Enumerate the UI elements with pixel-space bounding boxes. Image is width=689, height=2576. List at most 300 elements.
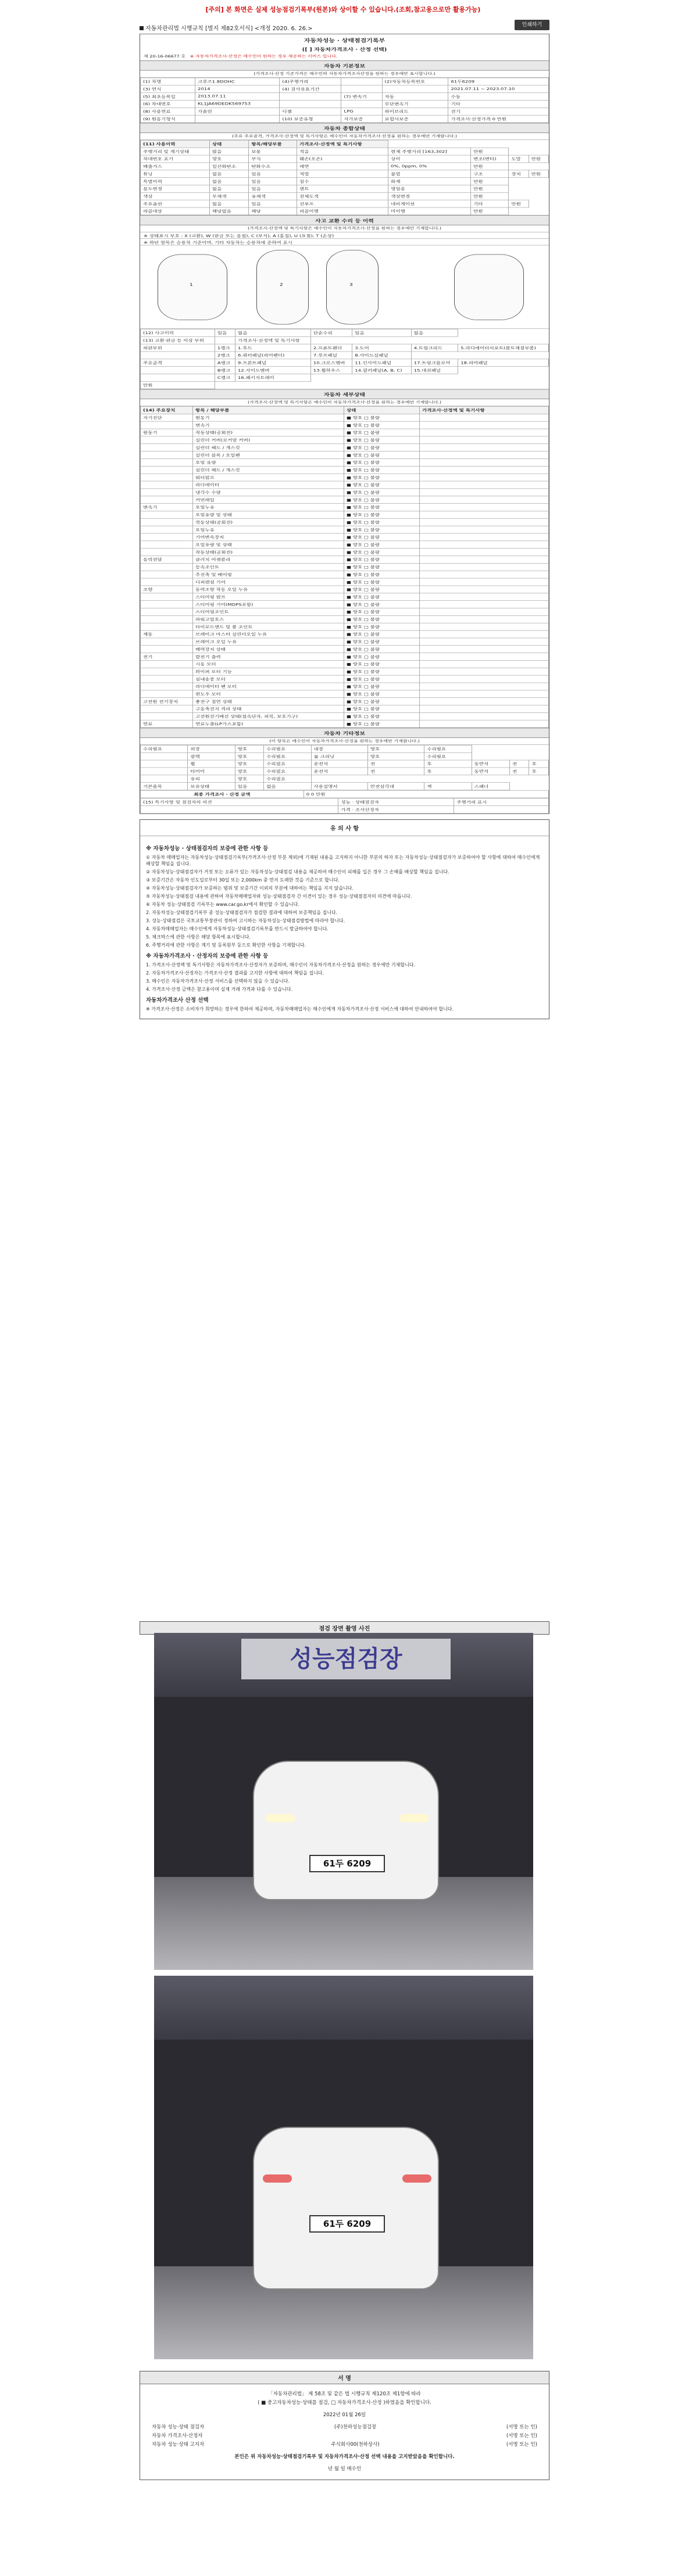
notes-1b-item: 5. 체크박스에 관한 사항은 해당 항목에 표시합니다. <box>146 934 251 940</box>
detail-header-cell: 항목 / 해당부품 <box>193 406 344 414</box>
detail-row <box>141 496 549 504</box>
status-bad-checkbox: □ 불량 <box>363 543 380 547</box>
detail-group-cell <box>141 683 193 690</box>
notes-1-item: ⑤ 자동차성능·상태점검 내용에 관하여 자동차매매업자와 성능·상태점검자 간 이견이 있는 경우 성능·상태점검자의 의견에 따릅니다. <box>146 894 412 899</box>
basic-cell: (6) 차대번호 <box>141 101 195 108</box>
overall-cell: 만원 <box>471 178 509 185</box>
overall-cell: 만원 <box>471 207 509 215</box>
accident-cell: 주요골격 <box>141 359 215 367</box>
overall-cell: 네비게이션 <box>388 200 471 207</box>
detail-item-cell: 실내송풍 모터 <box>193 675 344 683</box>
car-label-front: 1 <box>190 282 193 288</box>
overall-cell: 주요옵션 <box>141 200 210 207</box>
detail-status-cell <box>344 474 420 481</box>
status-bad-checkbox: □ 불량 <box>363 617 380 622</box>
detail-status-cell <box>344 481 420 489</box>
status-bad-checkbox: □ 불량 <box>363 423 380 428</box>
overall-row <box>141 155 549 163</box>
accident-cell: 10.크로스멤버 <box>310 359 352 367</box>
footer-cell: 성능 · 상태점검자 <box>338 798 454 806</box>
basic-cell: 2021.07.11 ~ 2023.07.10 <box>448 85 549 93</box>
dealer-sign: (서명 또는 인) <box>506 2442 537 2448</box>
detail-note-cell <box>420 526 549 533</box>
detail-status-cell <box>344 623 420 630</box>
etc-cell: 양호 <box>367 753 424 760</box>
detail-item-cell: 클러치 어셈블리 <box>193 556 344 564</box>
basic-cell: 가솔린 <box>195 108 280 115</box>
detail-group-cell: 변속기 <box>141 504 193 511</box>
status-good-checkbox: ■ 양호 <box>347 528 364 533</box>
detail-status-cell <box>344 571 420 578</box>
detail-status-cell <box>344 511 420 518</box>
detail-note-cell <box>420 444 549 452</box>
detail-header-cell: 상태 <box>344 406 420 414</box>
detail-row <box>141 563 549 571</box>
status-bad-checkbox: □ 불량 <box>363 490 380 495</box>
accident-cell <box>141 374 215 382</box>
status-good-checkbox: ■ 양호 <box>347 557 364 563</box>
etc-cell: 운전석 <box>311 760 367 768</box>
status-good-checkbox: ■ 양호 <box>347 685 364 689</box>
basic-cell: 기타 <box>448 101 549 108</box>
basic-cell: 가격조사·산정가격 0 만원 <box>448 115 549 123</box>
notes-2-item: 1. 가격조사·산정액 및 특기사항은 자동차가격조사·산정자가 보증하며, 매수인이 자동차가격조사·산정을 원하는 경우에만 기재합니다. <box>146 962 416 968</box>
basic-cell: 전기 <box>448 108 549 115</box>
detail-row <box>141 436 549 444</box>
detail-group-cell <box>141 593 193 601</box>
detail-note-cell <box>420 630 549 638</box>
detail-group-cell <box>141 511 193 518</box>
detail-row <box>141 481 549 489</box>
overall-cell: 도말 <box>509 155 529 163</box>
detail-note-cell <box>420 571 549 578</box>
status-good-checkbox: ■ 양호 <box>347 475 364 481</box>
detail-row <box>141 683 549 690</box>
accident-row <box>141 344 549 352</box>
detail-note-cell <box>420 541 549 549</box>
etc-note: (이 항목은 매수인이 자동차가격조사·산정을 원하는 경우에만 기재합니다.) <box>140 738 549 745</box>
etc-cell: 양호 <box>235 753 263 760</box>
detail-group-cell <box>141 481 193 489</box>
notes-1b-item: 6. 주행거리에 관한 사항은 계기 및 등록원부 등으로 확인한 사항을 기재합니다. <box>146 943 306 948</box>
detail-item-cell: 오일누유 <box>193 526 344 533</box>
detail-header-cell: (14) 주요장치 <box>141 406 193 414</box>
detail-row <box>141 712 549 720</box>
accident-cell: 9.프론트패널 <box>235 359 311 367</box>
detail-item-cell: 오일 유량 <box>193 458 344 466</box>
status-bad-checkbox: □ 불량 <box>363 446 380 450</box>
detail-group-cell: 제동 <box>141 630 193 638</box>
notes-2-item: 4. 가격조사·산정 금액은 참고용이며 실제 거래 가격과 다를 수 있습니다. <box>146 987 292 992</box>
detail-note-cell <box>420 615 549 623</box>
detail-note-cell <box>420 458 549 466</box>
car-rear-image <box>253 2127 439 2290</box>
overall-cell: 해당 <box>249 207 297 215</box>
etc-cell: 휠 <box>188 760 235 768</box>
etc-cell: 수리필요 <box>264 760 311 768</box>
etc-row <box>141 760 549 768</box>
disclaimer-notice: [주의] 본 화면은 실제 성능점검기록부(원본)와 상이할 수 있습니다.(조회,참고용으로만 활용가능) <box>205 6 481 13</box>
overall-cell: 무채색 <box>209 192 248 200</box>
basic-cell: (4) 검사유효기간 <box>280 85 341 93</box>
accident-cell: 15.대쉬패널 <box>411 367 458 374</box>
detail-status-cell <box>344 705 420 713</box>
status-good-checkbox: ■ 양호 <box>347 692 364 697</box>
basic-cell: 자동 <box>382 93 448 101</box>
overall-cell: 영업용 <box>388 185 471 192</box>
detail-group-cell <box>141 444 193 452</box>
detail-item-cell: 구동축전지 격리 상태 <box>193 705 344 713</box>
detail-row <box>141 675 549 683</box>
overall-cell: 구조 <box>471 170 509 178</box>
overall-row <box>141 200 549 207</box>
detail-status-cell <box>344 518 420 526</box>
etc-cell: 수리필요 <box>424 753 472 760</box>
notes-1b-item: 3. 성능·상태점검은 국토교통부장관이 정하여 고시하는 자동차성능·상태점검방법에 따라야 합니다. <box>146 918 345 923</box>
notes-2-item: 3. 매수인은 자동차가격조사·산정 서비스를 선택하지 않을 수 있습니다. <box>146 979 290 984</box>
overall-cell: 없음 <box>209 200 248 207</box>
document-title: 자동차성능 · 상태점검기록부 <box>304 37 385 44</box>
etc-cell: 스패너 <box>472 783 509 790</box>
status-good-checkbox: ■ 양호 <box>347 603 364 607</box>
detail-note-cell <box>420 533 549 541</box>
detail-note-cell <box>420 601 549 608</box>
detail-note-cell <box>420 578 549 586</box>
basic-row <box>141 93 549 101</box>
detail-row <box>141 421 549 429</box>
etc-cell: 양호 <box>235 760 263 768</box>
detail-group-cell <box>141 452 193 459</box>
overall-cell: 튜닝 <box>141 170 210 178</box>
detail-item-cell: 동력조향 작동 오일 누유 <box>193 586 344 593</box>
accident-row <box>141 374 549 382</box>
status-good-checkbox: ■ 양호 <box>347 677 364 682</box>
detail-item-cell: 작동상태(공회전) <box>193 549 344 556</box>
basic-cell: (10) 보증유형 <box>280 115 341 123</box>
rear-license-plate: 61두 6209 <box>309 2215 385 2233</box>
detail-row <box>141 690 549 698</box>
status-good-checkbox: ■ 양호 <box>347 453 364 458</box>
overall-cell: 만원 <box>471 148 509 155</box>
etc-cell: 전 <box>510 768 529 775</box>
overall-cell: 전체도색 <box>297 192 388 200</box>
overall-cell: 색상 <box>141 192 210 200</box>
basic-cell: (2)자동차등록번호 <box>382 78 448 85</box>
basic-row <box>141 108 549 115</box>
detail-group-cell <box>141 549 193 556</box>
status-bad-checkbox: □ 불량 <box>363 468 380 473</box>
detail-group-cell: 동력전달 <box>141 556 193 564</box>
detail-item-cell: 라디에이터 <box>193 481 344 489</box>
detail-row <box>141 466 549 474</box>
etc-row <box>141 745 549 753</box>
status-bad-checkbox: □ 불량 <box>363 722 380 727</box>
detail-status-cell <box>344 578 420 586</box>
detail-group-cell <box>141 675 193 683</box>
overall-cell: 리콜이행 <box>297 207 388 215</box>
etc-cell: 외장 <box>188 745 235 753</box>
basic-cell: (1) 차명 <box>141 78 195 85</box>
footer-cell: 주행거리 표시 <box>454 798 549 806</box>
overall-cell: 만원 <box>471 192 509 200</box>
accident-cell: 없음 <box>235 329 311 336</box>
accident-cell <box>215 336 235 344</box>
photos-heading: 점검 장면 촬영 사진 <box>140 1621 549 1635</box>
status-bad-checkbox: □ 불량 <box>363 587 380 592</box>
detail-status-cell <box>344 421 420 429</box>
detail-note-cell <box>420 556 549 564</box>
accident-legend-2: ※ 하단 항목은 승용차 기준이며, 기타 자동차는 승용차에 준하여 표시 <box>140 239 549 245</box>
status-bad-checkbox: □ 불량 <box>363 640 380 644</box>
detail-note-cell <box>420 466 549 474</box>
detail-row <box>141 474 549 481</box>
status-good-checkbox: ■ 양호 <box>347 460 364 465</box>
detail-group-cell <box>141 526 193 533</box>
detail-item-cell: 변속기 <box>193 421 344 429</box>
status-bad-checkbox: □ 불량 <box>363 528 380 533</box>
basic-cell: (7) 변속기 <box>341 93 382 101</box>
detail-status-cell <box>344 549 420 556</box>
notes-section-3-text: ※ 가격조사·산정은 소비자가 희망하는 경우에 한하여 제공하며, 자동차매매업자는 매수인에게 자동차가격조사·산정 서비스에 대하여 안내하여야 합니다. <box>146 1006 454 1012</box>
signature-text-4: 년 월 일 매수인 <box>327 2466 362 2472</box>
accident-cell: 외판부위 <box>141 344 215 352</box>
basic-cell: (4)주행거리 <box>280 78 341 85</box>
basic-cell: 2014 <box>195 85 280 93</box>
detail-row <box>141 615 549 623</box>
notes-1-item: ② 자동차성능·상태점검자가 거짓 또는 오류가 있는 자동차성능·상태점검 내용을 제공하여 매수인이 피해를 입은 경우 그 손해를 배상할 책임을 집니다. <box>146 869 449 875</box>
detail-row <box>141 444 549 452</box>
overall-row <box>141 192 549 200</box>
etc-cell: 동반석 <box>472 768 509 775</box>
law-reference <box>140 23 313 32</box>
status-bad-checkbox: □ 불량 <box>363 498 380 503</box>
basic-cell <box>280 93 341 101</box>
detail-item-cell: 연료누출(LP가스포함) <box>193 720 344 728</box>
dealer-label: 자동차 성능·상태 고지자 <box>152 2442 205 2448</box>
detail-item-cell: 실린더 헤드 / 개스킷 <box>193 444 344 452</box>
etc-cell: 후 <box>424 760 472 768</box>
basic-cell: 자가보증 <box>341 115 382 123</box>
detail-item-cell: 기어변속장치 <box>193 533 344 541</box>
notes-section-2-title: ※ 자동차가격조사 · 산정자의 보증에 관한 사항 등 <box>146 953 269 959</box>
detail-status-cell <box>344 668 420 675</box>
overall-cell: 훼손(오손) <box>297 155 388 163</box>
detail-status-cell <box>344 608 420 615</box>
status-good-checkbox: ■ 양호 <box>347 580 364 585</box>
detail-group-cell <box>141 571 193 578</box>
etc-cell: 수리필요 <box>264 753 311 760</box>
accident-total-cell: 만원 <box>141 381 215 389</box>
accident-legend: ※ 상태표시 부호 : X (교환), W (판금 또는 용접), C (부식), A (흠집), U (요철), T (손상) <box>140 232 549 239</box>
accident-cell: 4.트렁크리드 <box>411 344 458 352</box>
overall-cell: 없음 <box>209 178 248 185</box>
status-bad-checkbox: □ 불량 <box>363 438 380 443</box>
status-bad-checkbox: □ 불량 <box>363 707 380 712</box>
accident-cell: 13.휠하우스 <box>310 367 352 374</box>
etc-cell: 전 <box>367 760 424 768</box>
accident-cell: 5.라디에이터서포트(볼트체결부품) <box>458 344 549 352</box>
detail-note-cell <box>420 481 549 489</box>
detail-note-cell <box>420 675 549 683</box>
etc-cell: 운전석 <box>311 768 367 775</box>
headlight-right <box>399 1814 429 1822</box>
inspector-label: 자동차 성능·상태 점검자 <box>152 2424 205 2430</box>
notes-body <box>140 836 549 1019</box>
overall-cell: 침수 <box>297 178 388 185</box>
overall-cell: 용도변경 <box>141 185 210 192</box>
accident-row <box>141 352 549 359</box>
etc-cell: 양호 <box>367 745 424 753</box>
overall-cell: 없음 <box>209 170 248 178</box>
etc-cell: 수리필요 <box>264 775 311 783</box>
detail-item-cell: 냉각수 수량 <box>193 489 344 496</box>
status-good-checkbox: ■ 양호 <box>347 587 364 592</box>
status-good-checkbox: ■ 양호 <box>347 446 364 450</box>
detail-group-cell <box>141 533 193 541</box>
detail-status-cell <box>344 526 420 533</box>
notes-heading: 유 의 사 항 <box>140 820 549 836</box>
document-number <box>140 52 549 60</box>
overall-header-row <box>141 140 549 148</box>
detail-note-cell <box>420 653 549 661</box>
detail-group-cell <box>141 458 193 466</box>
detail-group-cell: 조향 <box>141 586 193 593</box>
accident-cell: (13) 교환·판금 등 이상 부위 <box>141 336 215 344</box>
overall-status-note: (주요 주요골격, 가격조사·산정액 및 특기사항은 매수인이 자동차가격조사·산정을 원하는 경우에만 기재합니다.) <box>140 133 549 140</box>
status-bad-checkbox: □ 불량 <box>363 415 380 421</box>
total-price-label: 최종 가격조사 · 산정 금액 <box>141 790 304 798</box>
signature-text-3: 본인은 위 자동차성능·상태점검기록부 및 자동차가격조사·산정 선택 내용을 고지받았음을 확인합니다. <box>234 2454 455 2460</box>
status-good-checkbox: ■ 양호 <box>347 707 364 712</box>
detail-note-cell <box>420 489 549 496</box>
detail-row <box>141 668 549 675</box>
notes-1-item: ⑥ 자동차 성능·상태점검 기록부는 www.car.go.kr에서 확인할 수 있습니다. <box>146 902 299 907</box>
detail-status-cell <box>344 660 420 668</box>
overall-cell: 해당없음 <box>209 207 248 215</box>
status-bad-checkbox: □ 불량 <box>363 475 380 481</box>
basic-cell <box>341 101 382 108</box>
inspection-photo-front <box>154 1633 533 1970</box>
overall-cell: 만원 <box>529 170 548 178</box>
detail-row <box>141 452 549 459</box>
detail-item-cell: 스티어링 기어(MDPS포함) <box>193 601 344 608</box>
detail-status-cell <box>344 504 420 511</box>
overall-cell: 변조(변타) <box>471 155 509 163</box>
accident-cell: 가격조사·산정액 및 특기사항 <box>235 336 311 344</box>
signature-row-dealer <box>152 2441 537 2449</box>
status-bad-checkbox: □ 불량 <box>363 460 380 465</box>
etc-cell: 없음 <box>264 783 311 790</box>
etc-row <box>141 775 549 783</box>
accident-row <box>141 329 549 336</box>
etc-cell <box>141 768 188 775</box>
status-good-checkbox: ■ 양호 <box>347 595 364 600</box>
status-good-checkbox: ■ 양호 <box>347 415 364 421</box>
footer-cell <box>141 806 338 814</box>
detail-item-cell: 스티어링조인트 <box>193 608 344 615</box>
accident-cell: 11.인사이드패널 <box>352 359 411 367</box>
taillight-left <box>263 2174 292 2183</box>
inspection-center-sign: 성능점검장 <box>241 1639 451 1679</box>
accident-cell: B랭크 <box>215 367 235 374</box>
inspection-photo-rear <box>154 1976 533 2359</box>
etc-cell: 유리 <box>188 775 235 783</box>
accident-cell: 8.사이드실패널 <box>352 352 411 359</box>
detail-status-cell <box>344 556 420 564</box>
overall-row <box>141 207 549 215</box>
overall-cell: 만원 <box>529 155 548 163</box>
accident-cell: 있음 <box>352 329 411 336</box>
accident-cell: (12) 사고이력 <box>141 329 215 336</box>
overall-cell: 렌트 <box>297 185 388 192</box>
detail-item-cell: 오일유량 및 상태 <box>193 541 344 549</box>
detail-row <box>141 549 549 556</box>
status-bad-checkbox: □ 불량 <box>363 580 380 585</box>
status-bad-checkbox: □ 불량 <box>363 662 380 667</box>
accident-table <box>140 329 549 389</box>
basic-info-note: (가격조사·산정 기준가격은 매수인의 자동차가격조사산정을 원하는 경우에만 표시합니다.) <box>140 71 549 78</box>
detail-row <box>141 608 549 615</box>
detail-group-cell <box>141 608 193 615</box>
etc-row <box>141 753 549 760</box>
detail-note-cell <box>420 608 549 615</box>
print-button[interactable]: 인쇄하기 <box>515 20 549 30</box>
etc-cell: 안전삼각대 <box>367 783 424 790</box>
taillight-right <box>402 2174 431 2183</box>
detail-note-cell <box>420 593 549 601</box>
overall-cell: 색상변경 <box>388 192 471 200</box>
car-label-top: 3 <box>349 282 353 288</box>
detail-group-cell: 고전원 전기장치 <box>141 698 193 705</box>
detail-status-cell <box>344 541 420 549</box>
detail-note-cell <box>420 698 549 705</box>
accident-cell: 17.트렁크플로어 <box>411 359 458 367</box>
detail-heading: 자동차 세부상태 <box>140 389 549 399</box>
accident-cell: 18.리어패널 <box>458 359 549 367</box>
signature-row-appraiser <box>152 2432 537 2441</box>
detail-row <box>141 593 549 601</box>
accident-note: (가격조사·산정액 및 특기사항은 매수인이 자동차가격조사·산정을 원하는 경우에만 기재합니다.) <box>140 225 549 232</box>
basic-cell: (9) 원동기형식 <box>141 115 195 123</box>
inspection-record-form <box>140 34 549 814</box>
detail-item-cell: 등속조인트 <box>193 563 344 571</box>
overall-cell: 적법 <box>297 170 388 178</box>
signature-date: 2022년 01월 26일 <box>323 2412 366 2418</box>
document-number-note: ※ 자동차가격조사·산정은 매수인이 원하는 경우 제공하는 서비스 입니다. <box>190 54 338 59</box>
basic-cell <box>341 85 382 93</box>
overall-cell: 없음 <box>209 185 248 192</box>
status-good-checkbox: ■ 양호 <box>347 610 364 615</box>
front-license-plate: 61두 6209 <box>309 1855 385 1872</box>
etc-cell: 전 <box>367 768 424 775</box>
overall-cell: 있음 <box>249 170 297 178</box>
footer-row <box>141 798 549 806</box>
detail-status-cell <box>344 653 420 661</box>
detail-status-cell <box>344 601 420 608</box>
inspector-opinion-table <box>140 798 549 813</box>
etc-cell <box>141 753 188 760</box>
overall-cell: 화재 <box>388 178 471 185</box>
detail-item-cell: 발전기 출력 <box>193 653 344 661</box>
detail-item-cell: 커먼레일 <box>193 496 344 504</box>
detail-group-cell <box>141 623 193 630</box>
accident-cell: 6.쿼터패널(리어펜더) <box>235 352 311 359</box>
detail-note-cell <box>420 414 549 421</box>
basic-row <box>141 85 549 93</box>
overall-cell: 있음 <box>249 185 297 192</box>
status-bad-checkbox: □ 불량 <box>363 603 380 607</box>
detail-status-cell <box>344 444 420 452</box>
